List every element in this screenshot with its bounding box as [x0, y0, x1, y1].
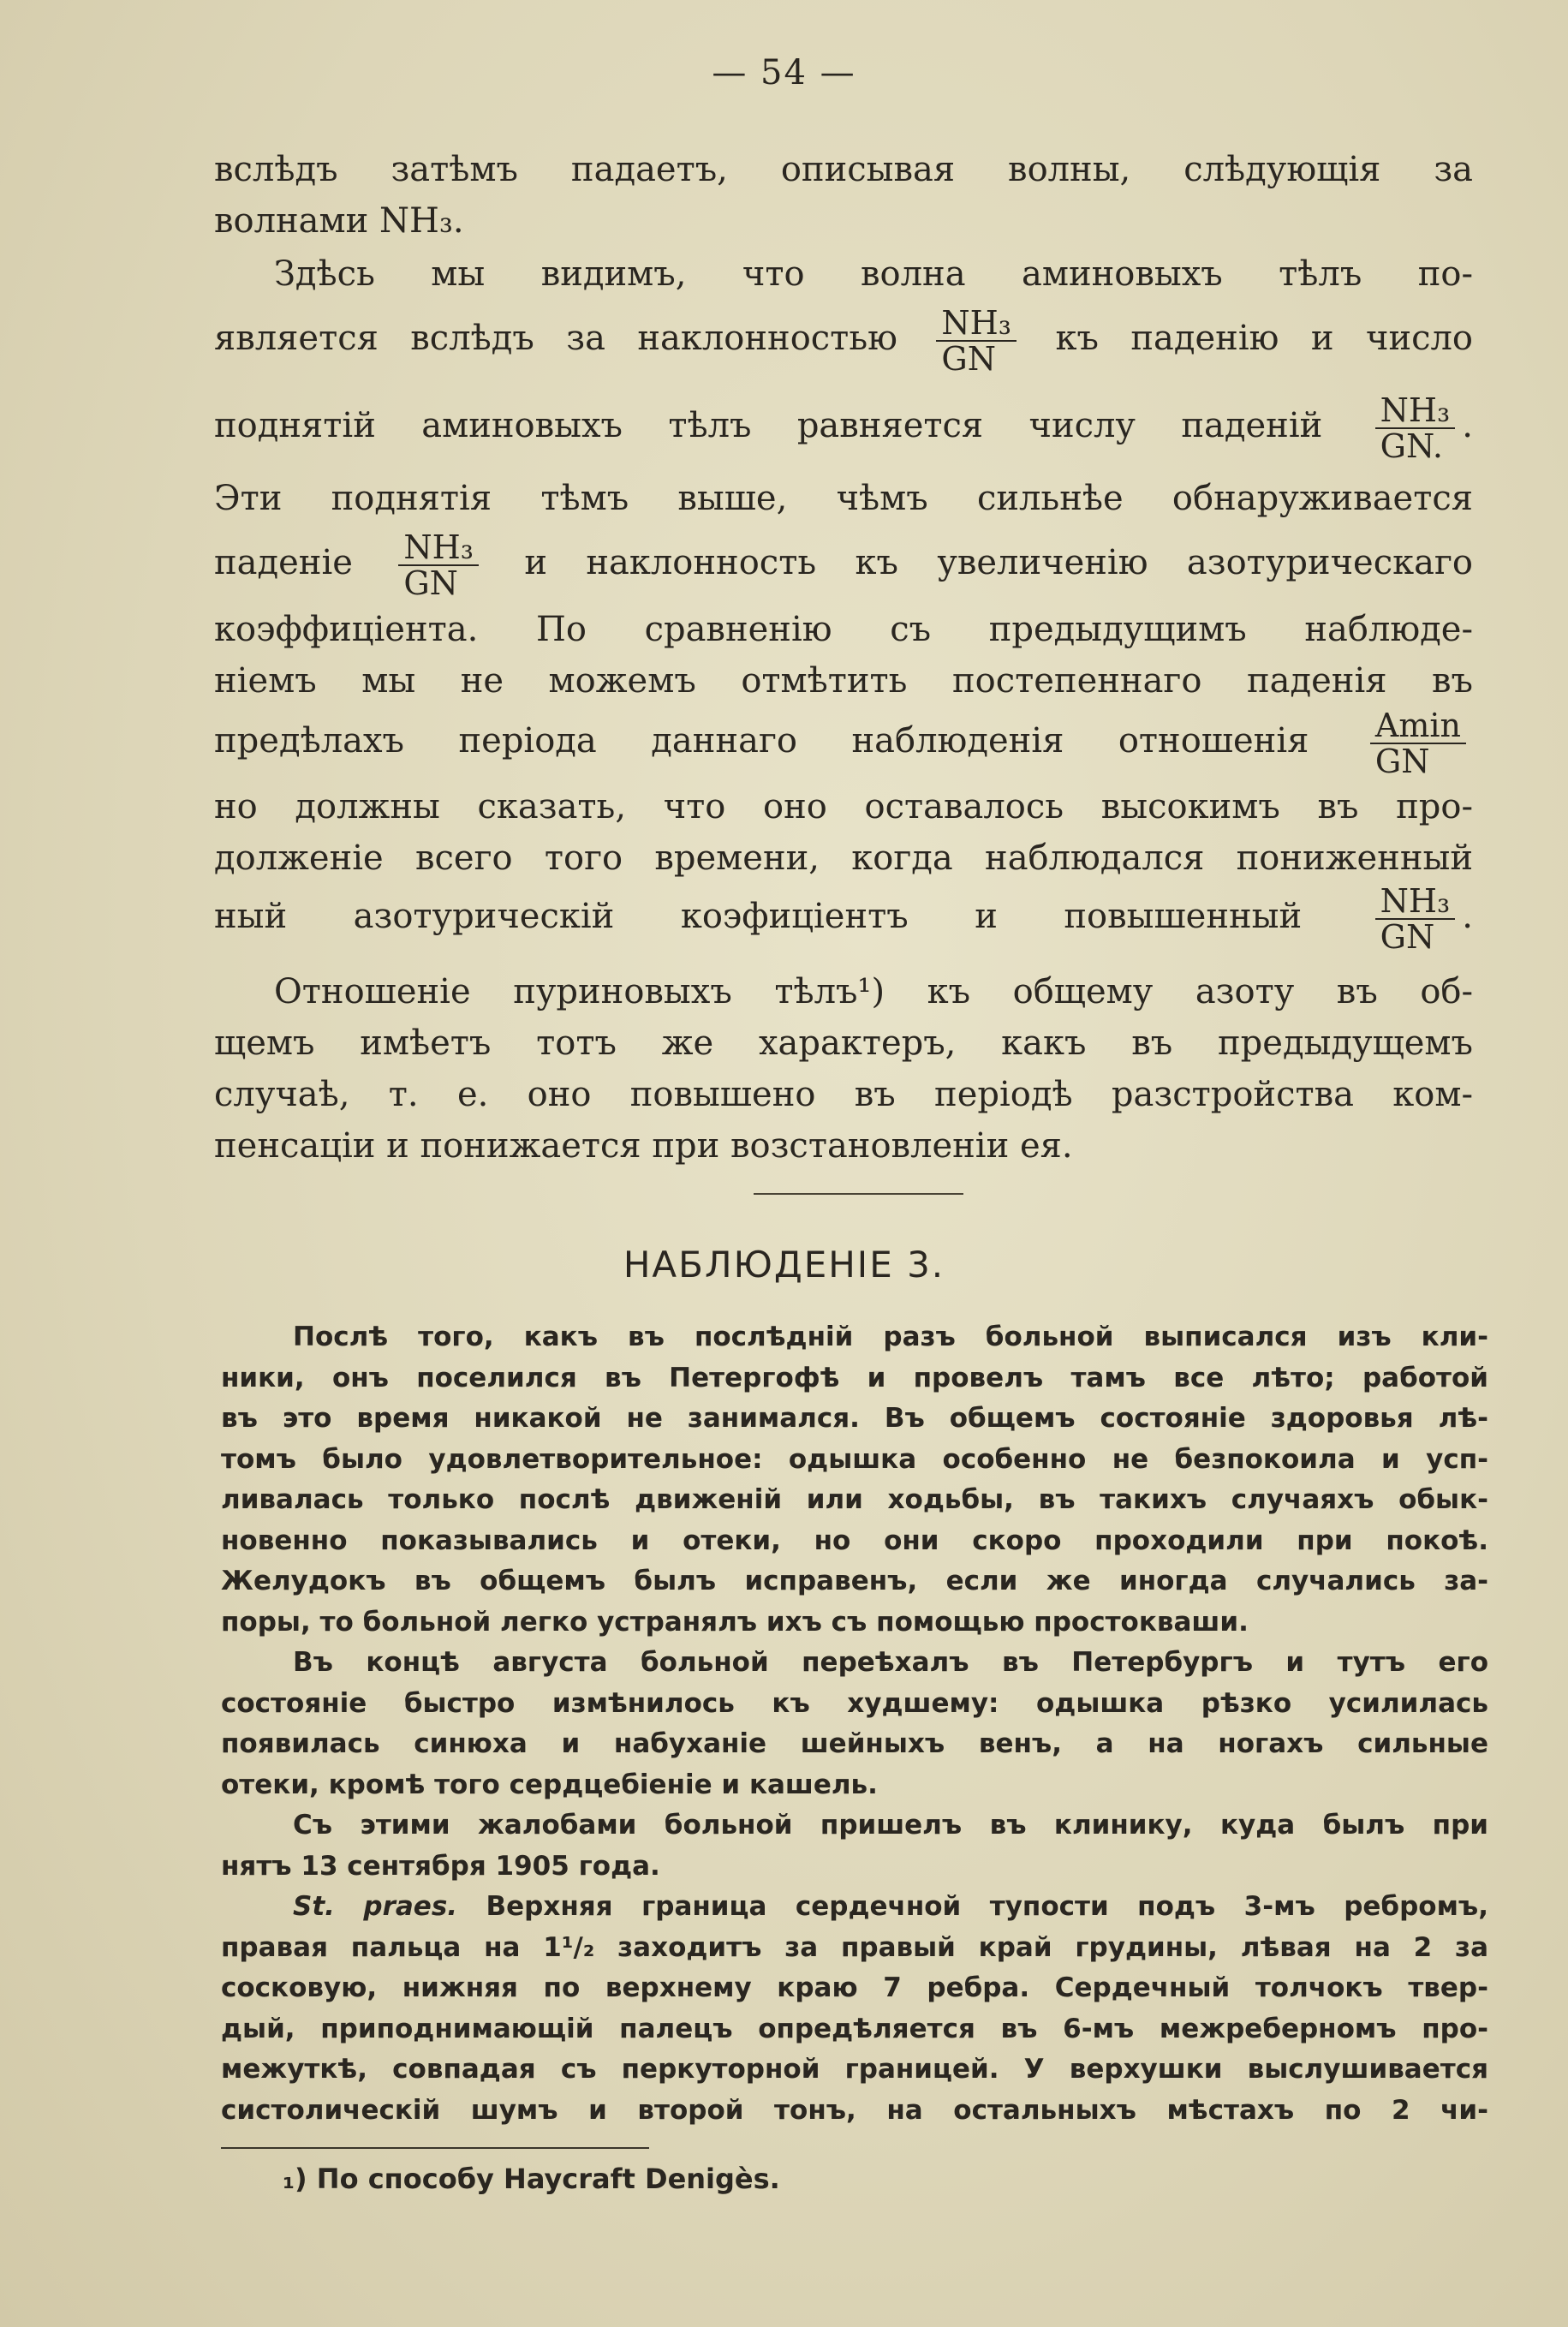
- text-line: пенсаціи и понижается при возстановленіи ея.: [214, 1126, 1073, 1166]
- text-line: въ это время никакой не занимался. Въ общемъ состояніе здоровья лѣ-: [221, 1403, 1488, 1434]
- page-number: — 54 —: [712, 53, 856, 92]
- text-fragment: Верхняя граница сердечной тупости подъ 3-мъ ребромъ,: [457, 1891, 1488, 1922]
- text-fragment: паденіе: [214, 543, 353, 582]
- text-line: ніемъ мы не можемъ отмѣтить постепеннаго паденія въ: [214, 661, 1473, 701]
- text-line-with-fraction: [214, 702, 1473, 779]
- fraction-numerator: Amin: [1370, 708, 1466, 744]
- text-line-with-fraction: [214, 387, 1473, 464]
- text-line-with-fraction: [214, 524, 1473, 601]
- paragraph-purine: [214, 966, 1473, 1172]
- text-line: поры, то больной легко устранялъ ихъ съ помощью простокваши.: [221, 1606, 1249, 1638]
- text-fragment: является вслѣдъ за наклонностью: [214, 319, 897, 358]
- fraction-denominator: GN: [1374, 743, 1430, 780]
- observation-paragraph-3: [221, 1805, 1488, 1887]
- text-line: Отношеніе пуриновыхъ тѣлъ¹) къ общему азоту въ об-: [274, 972, 1473, 1011]
- text-line: Послѣ того, какъ въ послѣдній разъ больной выписался изъ кли-: [293, 1322, 1488, 1352]
- text-line: нятъ 13 сентября 1905 года.: [221, 1850, 660, 1882]
- text-line: систолическій шумъ и второй тонъ, на остальныхъ мѣстахъ по 2 чи-: [221, 2094, 1488, 2126]
- text-line: ники, онъ поселился въ Петергофѣ и провелъ тамъ все лѣто; работой: [221, 1362, 1488, 1393]
- text-line: случаѣ, т. е. оно повышено въ періодѣ разстройства ком-: [214, 1075, 1473, 1114]
- text-fragment: .: [1462, 406, 1474, 445]
- text-line: долженіе всего того времени, когда наблюдался пониженный: [214, 838, 1473, 878]
- text-line: томъ было удовлетворительное: одышка особенно не безпокоила и усп-: [221, 1443, 1488, 1475]
- text-line: отеки, кромѣ того сердцебіеніе и кашель.: [221, 1769, 878, 1800]
- text-line: правая пальца на 1¹/₂ заходитъ за правый край грудины, лѣвая на 2 за: [221, 1931, 1488, 1963]
- text-line: сосковую, нижняя по верхнему краю 7 ребра. Сердечный толчокъ твер-: [221, 1972, 1488, 2003]
- fraction-nh3-gn: [398, 530, 479, 600]
- text-line: Здѣсь мы видимъ, что волна аминовыхъ тѣлъ по-: [274, 254, 1473, 294]
- text-fragment: къ паденію и число: [1055, 319, 1473, 358]
- fraction-amin-gn: [1370, 708, 1466, 779]
- observation-paragraph-2: [221, 1643, 1488, 1805]
- status-praesens-label: St. praes.: [293, 1891, 458, 1922]
- text-line: состояніе быстро измѣнилось къ худшему: одышка рѣзко усилилась: [221, 1687, 1488, 1719]
- fraction-nh3-gn: [936, 306, 1017, 376]
- text-line: Съ этими жалобами больной пришелъ въ клинику, куда былъ при: [293, 1810, 1488, 1841]
- text-fragment: предѣлахъ періода даннаго наблюденія отношенія: [214, 721, 1309, 761]
- paragraph-amine-waves: [214, 248, 1473, 300]
- text-fragment: и наклонность къ увеличенію азотурическаго: [524, 543, 1473, 582]
- text-line: Эти поднятія тѣмъ выше, чѣмъ сильнѣе обнаруживается: [214, 479, 1473, 518]
- text-line: появилась синюха и набуханіе шейныхъ венъ, а на ногахъ сильные: [221, 1728, 1488, 1759]
- text-line: ливалась только послѣ движеній или ходьбы, въ такихъ случаяхъ обык-: [221, 1484, 1488, 1515]
- text-line: дый, приподнимающій палецъ опредѣляется въ 6-мъ межреберномъ про-: [221, 2013, 1488, 2044]
- text-fragment: .: [1462, 897, 1473, 936]
- fraction-denominator: GN: [403, 564, 458, 602]
- text-line: Въ концѣ августа больной переѣхалъ въ Петербургъ и тутъ его: [293, 1647, 1488, 1678]
- fraction-numerator: NH₃: [1375, 884, 1456, 920]
- fraction-denominator: GN.: [1380, 427, 1443, 465]
- text-line: Желудокъ въ общемъ былъ исправенъ, если же иногда случались за-: [221, 1566, 1488, 1596]
- text-fragment: поднятій аминовыхъ тѣлъ равняется числу паденій: [214, 406, 1323, 445]
- text-line-with-fraction: [214, 300, 1473, 377]
- text-block: [214, 781, 1473, 884]
- text-block: [214, 473, 1473, 524]
- fraction-nh3-gn: [1375, 884, 1456, 954]
- text-line: новенно показывались и отеки, но они скоро проходили при покоѣ.: [221, 1524, 1488, 1556]
- fraction-numerator: NH₃: [1375, 393, 1456, 429]
- footnote-rule: [221, 2147, 649, 2149]
- fraction-denominator: GN: [941, 340, 996, 378]
- text-line: щемъ имѣетъ тотъ же характеръ, какъ въ предыдущемъ: [214, 1023, 1473, 1063]
- fraction-numerator: NH₃: [936, 306, 1017, 342]
- footnote: ₁) По способу Haycraft Denigès.: [283, 2163, 780, 2195]
- text-block: [214, 604, 1473, 707]
- section-heading: НАБЛЮДЕНІЕ 3.: [623, 1244, 945, 1286]
- text-line: волнами NH₃.: [214, 201, 464, 241]
- text-line: [221, 1887, 1488, 1928]
- observation-paragraph-1: [221, 1317, 1488, 1643]
- text-line: межуткѣ, совпадая съ перкуторной границей. У верхушки выслушивается: [221, 2054, 1488, 2085]
- text-fragment: ный азотурическій коэфиціентъ и повышенный: [214, 897, 1303, 936]
- observation-paragraph-status-praesens: [221, 1887, 1488, 2131]
- text-line: вслѣдъ затѣмъ падаетъ, описывая волны, слѣдующія за: [214, 150, 1473, 189]
- text-line: но должны сказать, что оно оставалось высокимъ въ про-: [214, 787, 1473, 826]
- text-line: коэффиціента. По сравненію съ предыдущимъ наблюде-: [214, 610, 1473, 649]
- text-line-with-fraction: [214, 878, 1473, 955]
- fraction-denominator: GN: [1380, 918, 1435, 956]
- fraction-nh3-gn: [1375, 393, 1456, 463]
- section-divider: [754, 1193, 963, 1195]
- fraction-numerator: NH₃: [398, 530, 479, 566]
- main-text-block: [214, 144, 1473, 247]
